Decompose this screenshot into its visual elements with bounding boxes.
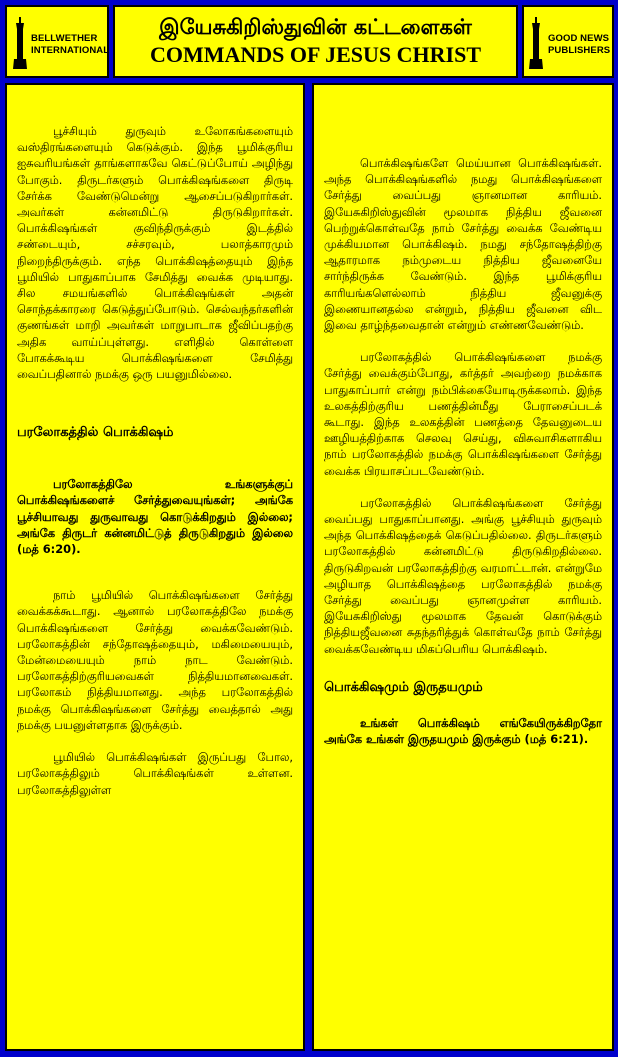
tower-icon xyxy=(529,17,543,69)
paragraph: பொக்கிஷங்களே மெய்யான பொக்கிஷங்கள். அந்த பொக்கிஷங்களில் நமது பொக்கிஷங்களை சேர்த்து வைப்பது ஞானமான காரியம். இயேசுகிறிஸ்துவின் மூலமாக நித்திய ஜீவனை பெற்றுக்கொள்வதே நாம் சேர்த்து வைக்க வேண்டிய முக்கியமான பொக்கிஷம். நமது சந்தோஷத்திற்கு ஆதாரமாக நம்முடைய நித்திய ஜீவனையே சார்ந்திருக்க வேண்டும். இந்த பூமிக்குரிய காரியங்களெல்லாம் நித்திய ஜீவனுக்கு இணையானதல்ல என்றும், நித்திய ஜீவனை விட இவை தாழ்ந்தவைதான் என்றும் எண்ணவேண்டும். xyxy=(324,156,602,333)
logo-line-2: PUBLISHERS xyxy=(548,45,611,56)
paragraph: பரலோகத்தில் பொக்கிஷங்களை நமக்கு சேர்த்து வைக்கும்போது, கர்த்தர் அவற்றை நமக்காக பாதுகாப்பார் என்று நம்பிக்கையோடிருக்கலாம். இந்த உலகத்திற்குரிய பணத்தின்மீது பேராசைப்படக் கூடாது. இந்த உலகத்தின் பணத்தை தேவனுடைய ஊழியத்திற்காக செலவு செய்து, விசுவாசிகளாகிய நாம் பரலோகத்தில் நமக்கு பொக்கிஷங்களை சேர்த்து வைக்க பிரயாசப்படவேண்டும். xyxy=(324,350,602,478)
left-column xyxy=(5,83,305,1051)
section-heading: பரலோகத்தில் பொக்கிஷம் xyxy=(17,425,174,441)
logo-line-2: INTERNATIONAL xyxy=(31,45,110,56)
bellwether-logo xyxy=(5,5,109,78)
paragraph: பூமியில் பொக்கிஷங்கள் இருப்பது போல, பரலோகத்திலும் பொக்கிஷங்கள் உள்ளன. பரலோகத்திலுள்ள xyxy=(17,750,293,797)
paragraph: பரலோகத்தில் பொக்கிஷங்களை சேர்த்து வைப்பது பாதுகாப்பானது. அங்கு பூச்சியும் துருவும் அந்த பொக்கிஷத்தைக் கெடுப்பதில்லை. திருடர்களும் பரலோகத்தில் கன்னமிட்டு திருடுகிறதில்லை. திருடுகிறவன் பரலோகத்திற்கு வரமாட்டான். என்றுமே அழியாத பொக்கிஷத்தை பரலோகத்தில் நமக்கு சேர்த்து வைப்பது ஞானமுள்ள காரியம். இயேசுகிறிஸ்து மூலமாக தேவன் கொடுக்கும் நித்தியஜீவனை சுதந்தரித்துக் கொள்வதே நாம் சேர்த்து வைக்கவேண்டிய மிகப்பெரிய பொக்கிஷம். xyxy=(324,495,602,656)
bible-verse: உங்கள் பொக்கிஷம் எங்கேயிருக்கிறதோ அங்கே உங்கள் இருதயமும் இருக்கும் (மத் 6:21). xyxy=(324,715,602,747)
bell-tower-icon xyxy=(13,17,27,69)
good-news-logo xyxy=(522,5,614,78)
right-column xyxy=(312,83,614,1051)
section-heading: பொக்கிஷமும் இருதயமும் xyxy=(324,679,483,695)
bible-verse: பரலோகத்திலே உங்களுக்குப் பொக்கிஷங்களைச் சேர்த்துவையுங்கள்; அங்கே பூச்சியாவது துருவாவது கொடுக்கிறதும் இல்லை; அங்கே திருடர் கன்னமிட்டுத் திருடுகிறதும் இல்லை (மத் 6:20). xyxy=(17,477,293,557)
title-english: COMMANDS OF JESUS CHRIST xyxy=(149,42,482,67)
logo-line-1: GOOD NEWS xyxy=(548,33,610,44)
title-banner xyxy=(113,5,518,78)
paragraph: நாம் பூமியில் பொக்கிஷங்களை சேர்த்து வைக்கக்கூடாது. ஆனால் பரலோகத்திலே நமக்கு பொக்கிஷங்களை சேர்த்து வைக்கவேண்டும். பரலோகத்தின் சந்தோஷத்தையும், மகிமையையும், மேன்மையையும் நாம் நாட வேண்டும். பரலோகத்திற்குரியவைகள் நித்தியமானவைகள். பரலோகம் நித்தியமானது. அந்த பரலோகத்தில் நமக்கு பொக்கிஷங்களை சேர்த்து வைத்தால் அது நமக்கு பயனுள்ளதாக இருக்கும். xyxy=(17,588,293,732)
paragraph: பூச்சியும் துருவும் உலோகங்களையும் வஸ்திரங்களையும் கெடுக்கும். இந்த பூமிக்குரிய ஐசுவரியங்கள் தாங்களாகவே கெட்டுப்போய் அழிந்து போகும். திருடர்களும் பொக்கிஷங்களை திருடி சேர்க்க வேண்டுமென்று ஆசைப்படுகிறார்கள். அவர்கள் கன்னமிட்டு திருடுகிறார்கள். பொக்கிஷங்கள் குவிந்திருக்கும் இடத்தில் சண்டையும், சச்சரவும், பலாத்காரமும் நிறைந்திருக்கும். எந்த பொக்கிஷத்தையும் இந்த பூமியில் பாதுகாப்பாக சேமித்து வைக்க முடியாது. சில சமயங்களில் பொக்கிஷங்கள் அதன் சொந்தக்காரரை கெடுத்துப்போடும். செல்வந்தர்களின் குணங்கள் மாறி அவர்கள் மாறுபாடாக ஜீவிப்பதற்கு அதிக வாய்ப்புள்ளது. எளிதில் கொள்ளை போகக்கூடிய பொக்கிஷங்களை சேமித்து வைப்பதினால் நமக்கு ஒரு பயனுமில்லை. xyxy=(17,124,293,382)
title-tamil: இயேசுகிறிஸ்துவின் கட்டளைகள் xyxy=(159,15,472,39)
logo-line-1: BELLWETHER xyxy=(31,33,98,44)
